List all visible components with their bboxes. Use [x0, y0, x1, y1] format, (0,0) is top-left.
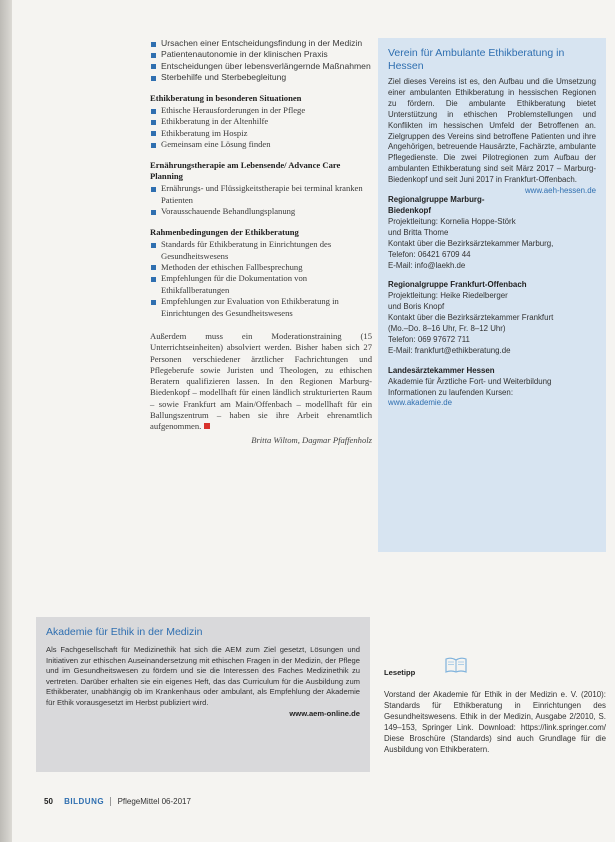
list-item: Vorausschauende Behandlungsplanung [150, 206, 372, 217]
website-link[interactable]: www.aem-online.de [289, 708, 360, 718]
group-line: Projektleitung: Heike Riedelberger [388, 291, 508, 301]
page-number: 50 [44, 797, 53, 806]
list-item: Empfehlungen zur Evaluation von Ethikberatung in Einrichtungen des Gesundheitswesens [150, 296, 372, 319]
left-column [150, 38, 372, 446]
info-box-aem [36, 617, 370, 772]
list-item: Gemeinsam eine Lösung finden [150, 139, 372, 150]
list-item: Empfehlungen für die Dokumentation von Ethikfallberatungen [150, 273, 372, 296]
footer-divider [110, 797, 111, 806]
section-ethikberatung-situationen [150, 93, 372, 151]
section-heading: Rahmenbedingungen der Ethikberatung [150, 226, 299, 237]
bullet-list [150, 183, 372, 217]
list-item: Entscheidungen über lebensverlängernde Maßnahmen [150, 61, 372, 72]
box-body: Als Fachgesellschaft für Medizinethik hat sich die AEM zum Ziel gesetzt, Lösungen und Initiativen zur ethischen Auseinandersetzung mit ethischen Fragen in der Medizin, der Pflege und im Gesundheitswesen zu fördern und sie die Interessen des Faches Medizinethik zu vertreten. Darüber erhalten sie ein eigenes Heft, das das Curriculum für die Ausbildung zum Ethikberater, unabhängig ob im Krankenhaus oder ambulant, als Empfehlung der Akademie für Ethik vorausgesetzt im Herbst publiziert wird. [46, 645, 360, 707]
group-title: Landesärztekammer Hessen [388, 365, 495, 375]
group-landesaerztekammer [378, 366, 606, 410]
list-item: Ethikberatung im Hospiz [150, 128, 372, 139]
body-paragraph [150, 331, 372, 433]
list-item: Methoden der ethischen Fallbesprechung [150, 262, 372, 273]
sidebar-box-verein [378, 38, 606, 552]
group-line: Kontakt über die Bezirksärztekammer Frankfurt [388, 313, 554, 323]
section-heading: Ethikberatung in besonderen Situationen [150, 92, 302, 103]
list-item: Sterbehilfe und Sterbebegleitung [150, 72, 372, 83]
list-item: Ursachen einer Entscheidungsfindung in der Medizin [150, 38, 372, 49]
section-ernaehrungstherapie [150, 160, 372, 218]
book-icon [444, 656, 468, 674]
group-line: Akademie für Ärztliche Fort- und Weiterbildung [388, 376, 552, 386]
box-title: Akademie für Ethik in der Medizin [46, 626, 203, 638]
end-mark-icon [204, 423, 210, 429]
box-title: Verein für Ambulante Ethikberatung in Hessen [388, 47, 565, 72]
magazine-section: BILDUNG [64, 797, 105, 806]
website-link[interactable]: www.aeh-hessen.de [524, 186, 596, 196]
box-body-text: Ziel dieses Vereins ist es, den Aufbau und die Umsetzung einer ambulanten Ethikberatung in hessischen Regionen zu fördern. Die ambulante Ethikberatung bietet Unterstützung in ethischen Problemstellungen und Konflikten im hessischen Umfeld der Betroffenen an. Zielgruppen des Vereins sind betroffene Patienten und ihre Angehörigen, betreuende Hausärzte, Fachärzte, ambulante Pflegedienste. Die zwei Pilotregionen zum Aufbau der ambulanten Ethikberatung sind seit März 2017 – Marburg-Biedenkopf und seit Juni 2017 in Frankfurt-Offenbach. [388, 77, 596, 185]
issue-label: PflegeMittel 06-2017 [117, 797, 191, 806]
authors-line: Britta Wiltom, Dagmar Pfaffenholz [251, 434, 372, 445]
group-title: Regionalgruppe Frankfurt-Offenbach [388, 280, 527, 290]
box-body [378, 77, 606, 196]
group-title: Regionalgruppe Marburg-Biedenkopf [388, 195, 485, 215]
group-link[interactable]: www.akademie.de [388, 398, 453, 408]
top-bullet-list [150, 38, 372, 84]
list-item: Patientenautonomie in der klinischen Praxis [150, 49, 372, 60]
group-line: Informationen zu laufenden Kursen: [388, 387, 514, 397]
paragraph-text: Außerdem muss ein Moderationstraining (15 Unterrichtseinheiten) absolviert werden. Bisher haben sich 27 Personen verschiedener ärztlicher Fachrichtungen und Pflegeberufe sowie Juristen und Theologen, zu ethischen Beratern qualifizieren lassen. In den Regionen Marburg-Biedenkopf – modellhaft für einen ländlich strukturierten Raum – sowie Frankfurt am Main/Offenbach – modellhaft für ein Ballungszentrum – haben sie ihre Arbeit ehrenamtlich aufgenommen. [150, 330, 372, 432]
group-marburg [378, 195, 606, 271]
reading-tip-body: Vorstand der Akademie für Ethik in der Medizin e. V. (2010): Standards für Ethikberatung in Einrichtungen des Gesundheitswesens. Ethik in der Medizin, Ausgabe 2/2010, S. 149–153, Springer Link. Download: https://link.springer.com/ Diese Broschüre (Standards) sind auch Grundlage für die Ausbildung von Ethikberatern. [384, 690, 606, 754]
group-email[interactable]: E-Mail: frankfurt@ethikberatung.de [388, 345, 511, 355]
group-frankfurt [378, 280, 606, 356]
page-edge [0, 0, 12, 842]
bullet-list [150, 239, 372, 319]
list-item: Ethische Herausforderungen in der Pflege [150, 105, 372, 116]
group-line: Telefon: 069 97672 711 [388, 334, 470, 344]
group-line: Kontakt über die Bezirksärztekammer Marburg, [388, 238, 554, 248]
group-line: (Mo.–Do. 8–16 Uhr, Fr. 8–12 Uhr) [388, 324, 506, 334]
section-rahmenbedingungen [150, 227, 372, 319]
group-email[interactable]: E-Mail: info@laekh.de [388, 260, 466, 270]
page-footer [44, 797, 191, 806]
list-item: Ethikberatung in der Altenhilfe [150, 116, 372, 127]
section-heading: Ernährungstherapie am Lebensende/ Advance Care Planning [150, 159, 341, 182]
reading-tip [384, 668, 606, 755]
group-line: und Boris Knopf [388, 302, 445, 312]
list-item: Ernährungs- und Flüssigkeitstherapie bei terminal kranken Patienten [150, 183, 372, 206]
group-line: Telefon: 06421 6709 44 [388, 249, 471, 259]
reading-tip-label: Lesetipp [384, 668, 416, 677]
list-item: Standards für Ethikberatung in Einrichtungen des Gesundheitswesens [150, 239, 372, 262]
group-line: und Britta Thome [388, 227, 449, 237]
bullet-list [150, 105, 372, 151]
group-line: Projektleitung: Kornelia Hoppe-Störk [388, 216, 516, 226]
